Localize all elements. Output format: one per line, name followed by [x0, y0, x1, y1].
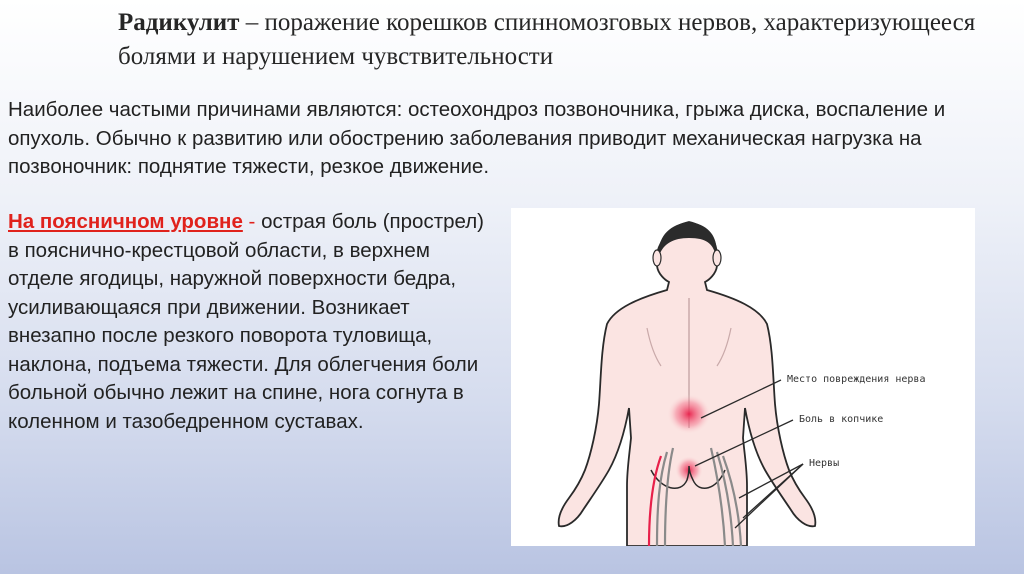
back-illustration-svg: [511, 208, 975, 546]
lumbar-text: острая боль (прострел) в пояснично-крестцовой области, в верхнем отделе ягодицы, наружной поверхности бедра, усиливающаяся при движении. Возникает внезапно после резкого поворота туловища, наклона, подъема тяжести. Для облегчения боли больной обычно лежит на спине, нога согнута в коленном и тазобедренном суставах.: [8, 210, 485, 433]
label-nerve-damage: Место повреждения нерва: [787, 374, 926, 385]
right-ear: [713, 250, 721, 266]
title-definition: – поражение корешков спинномозговых нервов, характеризующееся болями и нарушением чувствительности: [118, 9, 976, 70]
slide-title: [118, 6, 978, 74]
label-coccyx-pain: Боль в копчике: [799, 414, 884, 425]
lumbar-dash: -: [242, 210, 262, 233]
lumbar-heading: На поясничном уровне: [8, 210, 243, 233]
lumbar-paragraph: [8, 208, 488, 436]
back-pain-illustration: [511, 208, 975, 546]
label-nerves: Нервы: [809, 458, 840, 469]
lumbar-pain-spot: [667, 394, 711, 434]
title-term: Радикулит: [118, 9, 240, 36]
body-silhouette: [559, 222, 816, 546]
left-ear: [653, 250, 661, 266]
intro-paragraph: Наиболее частыми причинами являются: остеохондроз позвоночника, грыжа диска, воспаление и опухоль. Обычно к развитию или обострению заболевания приводит механическая нагрузка на позвоночник: поднятие тяжести, резкое движение.: [8, 98, 946, 178]
